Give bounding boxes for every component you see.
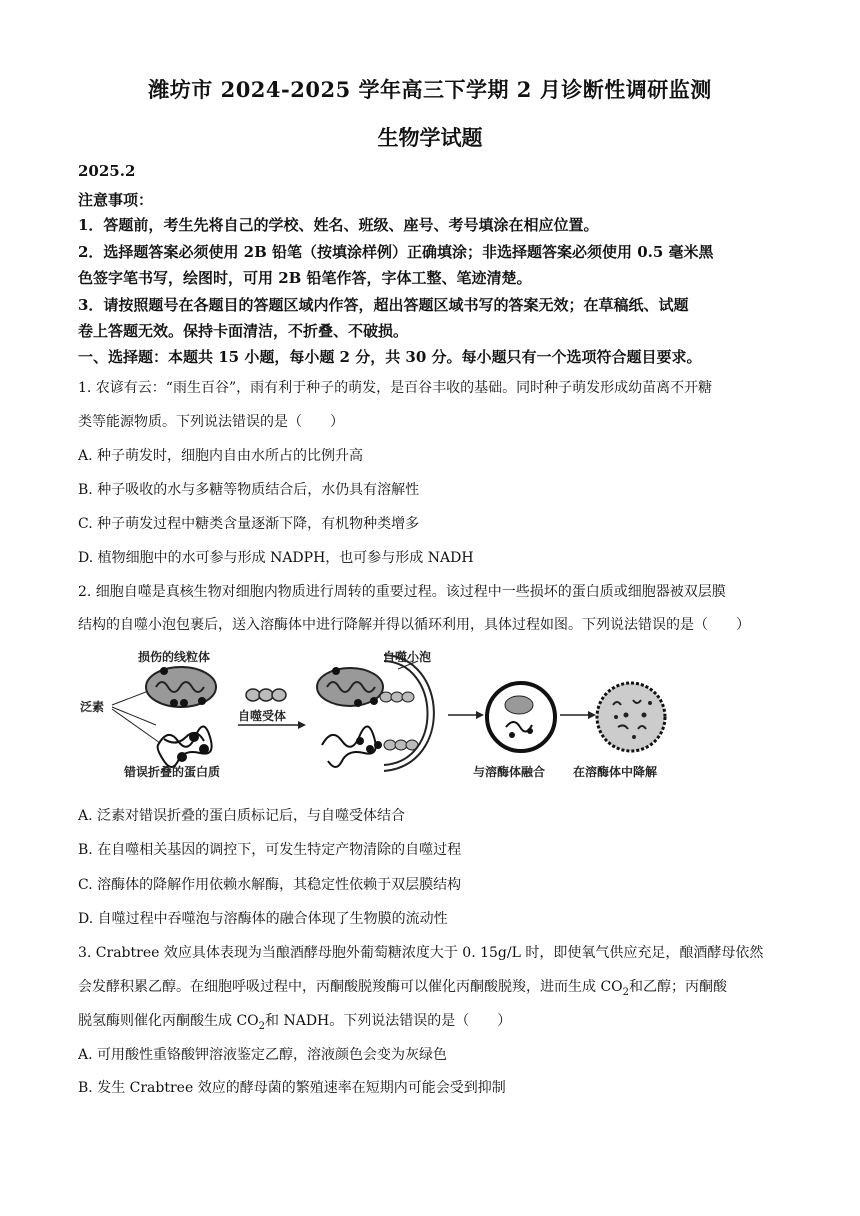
arrow-right-icon [560, 711, 596, 719]
fused-autolysosome [487, 683, 555, 751]
q2-option-b: B. 在自噬相关基因的调控下，可发生特定产物清除的自噬过程 [78, 842, 462, 858]
q2-stem-line-1: 2. 细胞自噬是真核生物对细胞内物质进行周转的重要过程。该过程中一些损坏的蛋白质或细胞器被双层膜 [78, 584, 726, 600]
label-ubiquitin: 泛素 [80, 700, 105, 714]
notice-item-1: 1．答题前，考生先将自己的学校、姓名、班级、座号、考号填涂在相应位置。 [78, 216, 599, 234]
label-autophagy-receptor: 自噬受体 [238, 709, 287, 723]
q1-option-a: A. 种子萌发时，细胞内自由水所占的比例升高 [78, 448, 364, 464]
damaged-mitochondrion [146, 667, 216, 707]
notice-item-2-line-2: 色签字笔书写，绘图时，可用 2B 铅笔作答，字体工整、笔迹清楚。 [78, 269, 532, 287]
q3-stem-line-2: 会发酵积累乙醇。在细胞呼吸过程中，丙酮酸脱羧酶可以催化丙酮酸脱羧，进而生成 $CO_2$和乙醇；丙酮酸 [78, 979, 728, 998]
q1-option-b: B. 种子吸收的水与多糖等物质结合后，水仍具有溶解性 [78, 482, 420, 498]
degrading-lysosome [597, 683, 665, 751]
q1-stem-line-2: 类等能源物质。下列说法错误的是（ ） [78, 414, 344, 430]
notice-item-3-line-1: 3．请按照题号在各题目的答题区域内作答，超出答题区域书写的答案无效；在草稿纸、试题 [78, 296, 689, 314]
q2-option-d: D. 自噬过程中吞噬泡与溶酶体的融合体现了生物膜的流动性 [78, 911, 448, 927]
label-damaged-mitochondria: 损伤的线粒体 [138, 650, 211, 664]
q1-option-d: D. 植物细胞中的水可参与形成 NADPH，也可参与形成 NADH [78, 550, 474, 566]
tagged-mitochondrion [317, 667, 414, 707]
q1-option-c: C. 种子萌发过程中糖类含量逐渐下降，有机物种类增多 [78, 516, 420, 532]
exam-title: 潍坊市 2024-2025 学年高三下学期 2 月诊断性调研监测 [148, 77, 712, 102]
notice-item-3-line-2: 卷上答题无效。保持卡面清洁，不折叠、不破损。 [78, 322, 409, 340]
misfolded-protein [158, 726, 212, 767]
q3-stem-line-1: 3. Crabtree 效应具体表现为当酿酒酵母胞外葡萄糖浓度大于 0. 15g/L 时，即使氧气供应充足，酿酒酵母依然 [78, 945, 764, 961]
q2-stem-line-2: 结构的自噬小泡包裹后，送入溶酶体中进行降解并得以循环利用，具体过程如图。下列说法错误的是（ ） [78, 617, 750, 633]
q2-option-a: A. 泛素对错误折叠的蛋白质标记后，与自噬受体结合 [78, 808, 406, 824]
notice-item-2-line-1: 2．选择题答案必须使用 2B 铅笔（按填涂样例）正确填涂；非选择题答案必须使用 0.5 毫米黑 [78, 243, 714, 261]
arrow-right-icon [448, 711, 484, 719]
q1-stem-line-1: 1. 农谚有云：“雨生百谷”，雨有利于种子的萌发，是百谷丰收的基础。同时种子萌发形成幼苗离不开糖 [78, 380, 713, 396]
label-misfolded-protein: 错误折叠的蛋白质 [124, 765, 221, 779]
q3-stem-line-3: 脱氢酶则催化丙酮酸生成 $CO_2$和 NADH。下列说法错误的是（ ） [78, 1013, 512, 1032]
q3-option-a: A. 可用酸性重铬酸钾溶液鉴定乙醇，溶液颜色会变为灰绿色 [78, 1047, 448, 1063]
q2-option-c: C. 溶酶体的降解作用依赖水解酶，其稳定性依赖于双层膜结构 [78, 877, 462, 893]
exam-date: 2025.2 [78, 162, 136, 180]
notice-heading: 注意事项： [78, 191, 154, 209]
label-autophagy-vesicle: 自噬小泡 [383, 650, 432, 664]
exam-subject: 生物学试题 [377, 125, 483, 150]
label-fuse-with-lysosome: 与溶酶体融合 [473, 765, 546, 779]
autophagy-diagram [78, 645, 698, 785]
label-degrade-in-lysosome: 在溶酶体中降解 [573, 765, 658, 779]
tagged-protein [322, 726, 418, 767]
autophagy-receptor [246, 689, 286, 701]
q3-option-b: B. 发生 Crabtree 效应的酵母菌的繁殖速率在短期内可能会受到抑制 [78, 1080, 506, 1096]
section-1-heading: 一、选择题：本题共 15 小题，每小题 2 分，共 30 分。每小题只有一个选项符合题目要求。 [78, 348, 702, 366]
vesicle-membrane [384, 655, 434, 771]
